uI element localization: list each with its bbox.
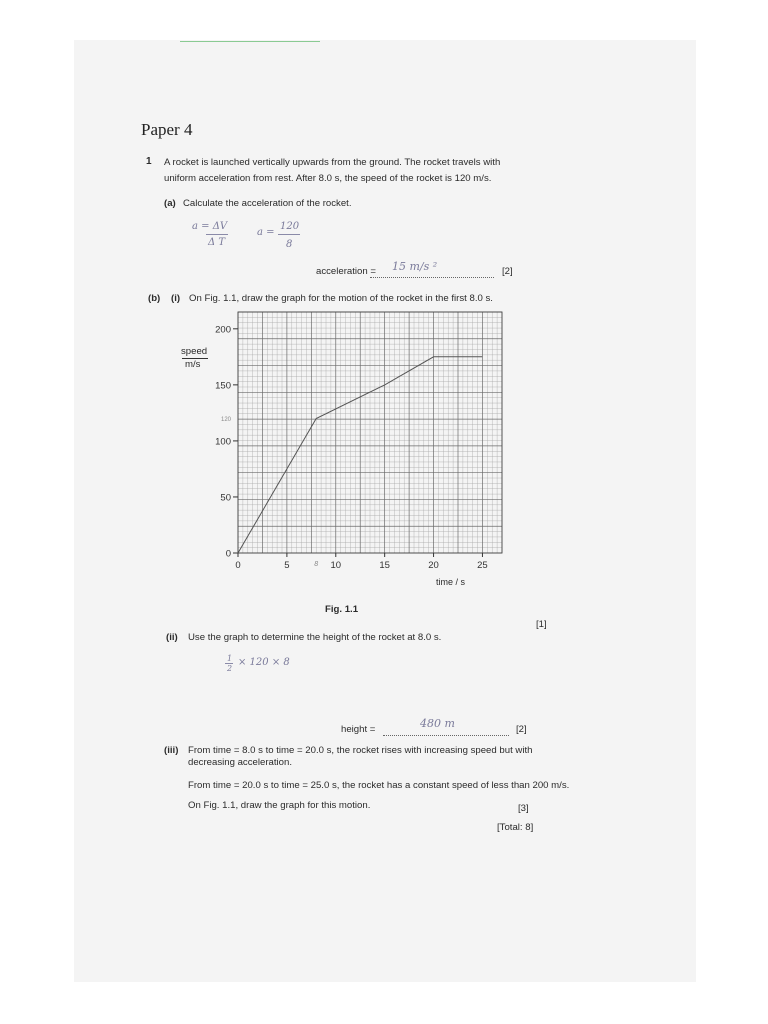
fraction-bar — [278, 234, 300, 235]
handwritten-x-mark: 8 — [314, 561, 319, 568]
y-tick-label: 150 — [215, 380, 231, 392]
x-tick-label: 25 — [477, 560, 488, 571]
working-half-bottom: 2 — [227, 664, 233, 673]
part-a-label: (a) — [164, 198, 176, 209]
part-b-iii-text-2: From time = 20.0 s to time = 25.0 s, the rocket has a constant speed of less than 200 m/s. — [188, 780, 570, 791]
part-b-iii-text-3: On Fig. 1.1, draw the graph for this motion. — [188, 800, 371, 811]
y-tick-label: 50 — [220, 492, 231, 504]
working-8: 8 — [286, 239, 293, 250]
x-tick-label: 0 — [235, 560, 241, 571]
part-b-ii-label: (ii) — [166, 632, 178, 643]
part-a-text: Calculate the acceleration of the rocket. — [183, 198, 352, 209]
part-b-label: (b) — [148, 293, 161, 304]
working-a-equals: a = — [257, 227, 275, 238]
x-tick-label: 5 — [284, 560, 290, 571]
part-b-ii-marks: [2] — [516, 724, 527, 735]
part-b-i-text: On Fig. 1.1, draw the graph for the motion of the rocket in the first 8.0 s. — [189, 293, 493, 304]
total-marks: [Total: 8] — [497, 822, 534, 833]
figure-caption: Fig. 1.1 — [325, 604, 359, 615]
height-working: × 120 × 8 — [238, 657, 290, 668]
working-delta-t: Δ T — [208, 237, 226, 248]
answer-line — [370, 276, 494, 278]
scan-artifact-line — [180, 41, 320, 42]
height-answer: 480 m — [420, 717, 455, 730]
x-tick-label: 10 — [330, 560, 342, 571]
figure-marks: [1] — [536, 619, 547, 630]
height-label: height = — [341, 724, 376, 735]
y-axis-label: speed — [181, 346, 208, 357]
x-axis-label: time / s — [436, 577, 466, 587]
fraction-bar — [206, 234, 228, 235]
part-a-marks: [2] — [502, 266, 513, 277]
y-tick-label: 100 — [215, 436, 231, 448]
part-b-iii-label: (iii) — [164, 745, 179, 756]
working-120: 120 — [280, 221, 300, 232]
grid-minor-lines — [238, 312, 502, 553]
axis-ticks — [233, 329, 482, 557]
part-b-iii-marks: [3] — [518, 803, 529, 814]
acceleration-label: acceleration = — [316, 266, 376, 277]
x-tick-label: 15 — [379, 560, 390, 571]
paper-title: Paper 4 — [141, 120, 193, 139]
acceleration-answer: 15 m/s ² — [392, 260, 438, 273]
part-b-iii-text-1: From time = 8.0 s to time = 20.0 s, the rocket rises with increasing speed but with decreasing acceleration. — [188, 745, 533, 768]
answer-line — [383, 734, 509, 736]
x-tick-label: 20 — [428, 560, 439, 571]
working-delta-v: a = ΔV — [192, 221, 228, 232]
working-half-top: 1 — [227, 654, 233, 663]
part-b-ii-text: Use the graph to determine the height of the rocket at 8.0 s. — [188, 632, 442, 643]
y-tick-label: 0 — [225, 548, 231, 560]
question-number: 1 — [146, 156, 152, 167]
y-tick-label: 200 — [215, 324, 231, 336]
y-axis-unit: m/s — [185, 359, 201, 370]
part-b-i-label: (i) — [171, 293, 181, 304]
handwritten-y-mark: 120 — [220, 416, 231, 423]
question-text: A rocket is launched vertically upwards from the ground. The rocket travels with uniform acceleration from rest. After 8.0 s, the speed of the rocket is 120 m/s. — [164, 157, 501, 184]
